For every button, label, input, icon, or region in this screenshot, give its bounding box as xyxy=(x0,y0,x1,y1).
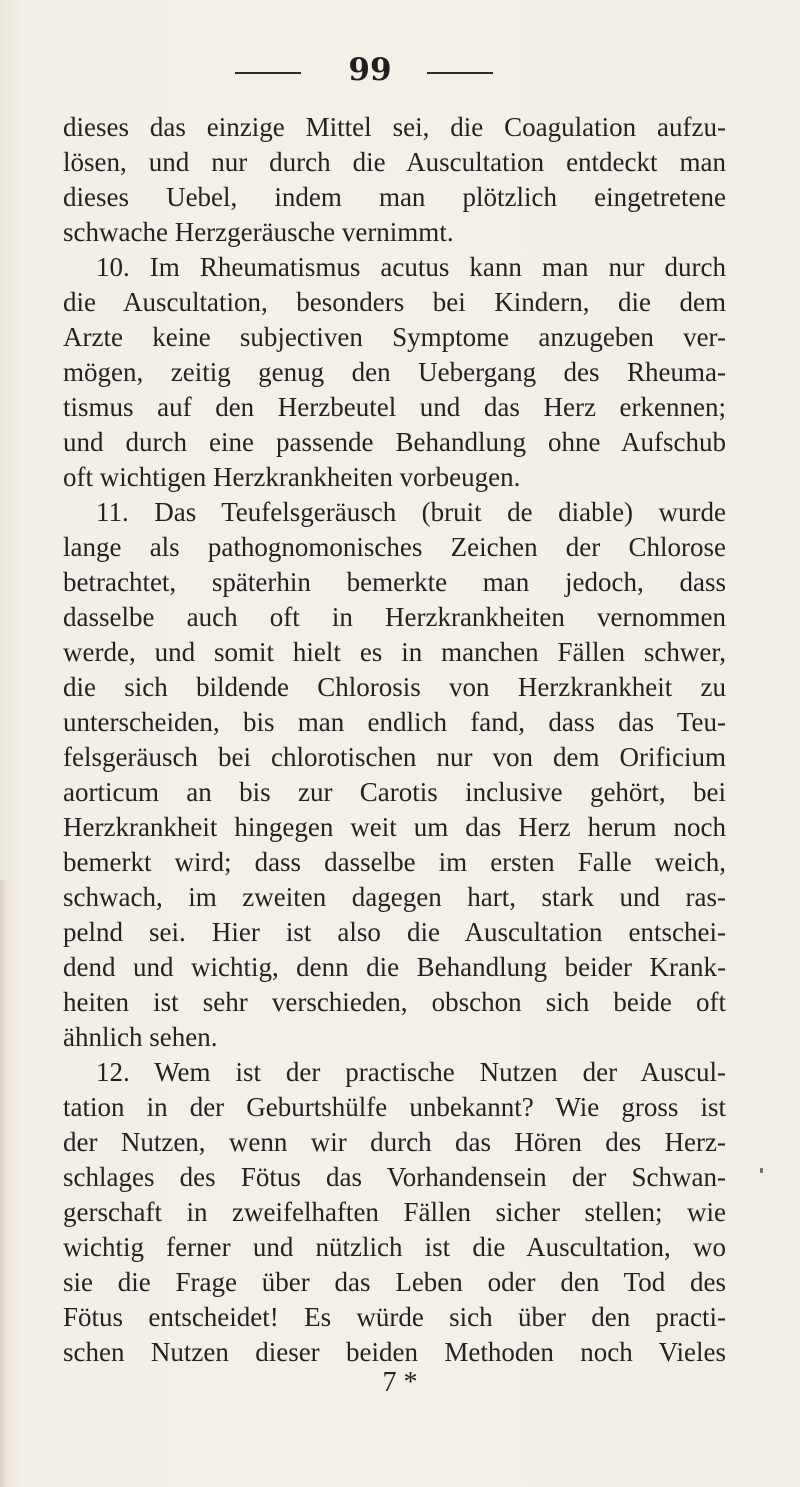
text-line: Arzte keine subjectiven Symptome anzugeben ver- xyxy=(63,322,726,352)
text-line: dieses das einzige Mittel sei, die Coagulation aufzu- xyxy=(63,112,726,142)
text-line: aorticum an bis zur Carotis inclusive gehört, bei xyxy=(63,777,726,807)
text-line: schlages des Fötus das Vorhandensein der Schwan- xyxy=(63,1162,726,1192)
text-line: mögen, zeitig genug den Uebergang des Rheuma- xyxy=(63,357,726,387)
paragraph-start-line: 12. Wem ist der practische Nutzen der Auscul- xyxy=(96,1057,726,1087)
text-line: heiten ist sehr verschieden, obschon sich beide oft xyxy=(63,987,726,1017)
text-line: dieses Uebel, indem man plötzlich eingetretene xyxy=(63,182,726,212)
text-line: bemerkt wird; dass dasselbe im ersten Falle weich, xyxy=(63,847,726,877)
paper-speck xyxy=(760,1168,763,1173)
page-header xyxy=(0,50,800,90)
header-rule-right xyxy=(427,72,493,74)
text-line: dasselbe auch oft in Herzkrankheiten vernommen xyxy=(63,602,726,632)
text-line: die Auscultation, besonders bei Kindern, die dem xyxy=(63,287,726,317)
text-line: schen Nutzen dieser beiden Methoden noch Vieles xyxy=(63,1337,726,1367)
text-line: sie die Frage über das Leben oder den Tod des xyxy=(63,1267,726,1297)
paragraph-start-line: 10. Im Rheumatismus acutus kann man nur durch xyxy=(96,252,726,282)
text-line: gerschaft in zweifelhaften Fällen sicher stellen; wie xyxy=(63,1197,726,1227)
text-line: oft wichtigen Herzkrankheiten vorbeugen. xyxy=(63,462,521,492)
text-line: ähnlich sehen. xyxy=(63,1022,218,1052)
text-line: der Nutzen, wenn wir durch das Hören des Herz- xyxy=(63,1127,726,1157)
text-line: schwache Herzgeräusche vernimmt. xyxy=(63,217,454,247)
text-line: pelnd sei. Hier ist also die Auscultation entschei- xyxy=(63,917,726,947)
text-line: schwach, im zweiten dagegen hart, stark und ras- xyxy=(63,882,726,912)
text-line: lösen, und nur durch die Auscultation entdeckt man xyxy=(63,147,726,177)
text-line: die sich bildende Chlorosis von Herzkrankheit zu xyxy=(63,672,726,702)
text-line: tation in der Geburtshülfe unbekannt? Wie gross ist xyxy=(63,1092,726,1122)
text-line: werde, und somit hielt es in manchen Fällen schwer, xyxy=(63,637,726,667)
paragraph-start-line: 11. Das Teufelsgeräusch (bruit de diable) wurde xyxy=(96,497,726,527)
text-line: wichtig ferner und nützlich ist die Auscultation, wo xyxy=(63,1232,726,1262)
text-line: lange als pathognomonisches Zeichen der Chlorose xyxy=(63,532,726,562)
text-line: und durch eine passende Behandlung ohne Aufschub xyxy=(63,427,726,457)
header-rule-left xyxy=(235,72,301,74)
text-line: unterscheiden, bis man endlich fand, dass das Teu- xyxy=(63,707,726,737)
page-number: 99 xyxy=(348,52,392,88)
text-line: betrachtet, späterhin bemerkte man jedoch, dass xyxy=(63,567,726,597)
signature-mark: 7 * xyxy=(382,1367,418,1398)
text-line: Fötus entscheidet! Es würde sich über den practi- xyxy=(63,1302,726,1332)
text-line: tismus auf den Herzbeutel und das Herz erkennen; xyxy=(63,392,726,422)
text-line: felsgeräusch bei chlorotischen nur von dem Orificium xyxy=(63,742,726,772)
page-gutter-shadow xyxy=(0,880,8,1487)
text-line: Herzkrankheit hingegen weit um das Herz herum noch xyxy=(63,812,726,842)
text-line: dend und wichtig, denn die Behandlung beider Krank- xyxy=(63,952,726,982)
